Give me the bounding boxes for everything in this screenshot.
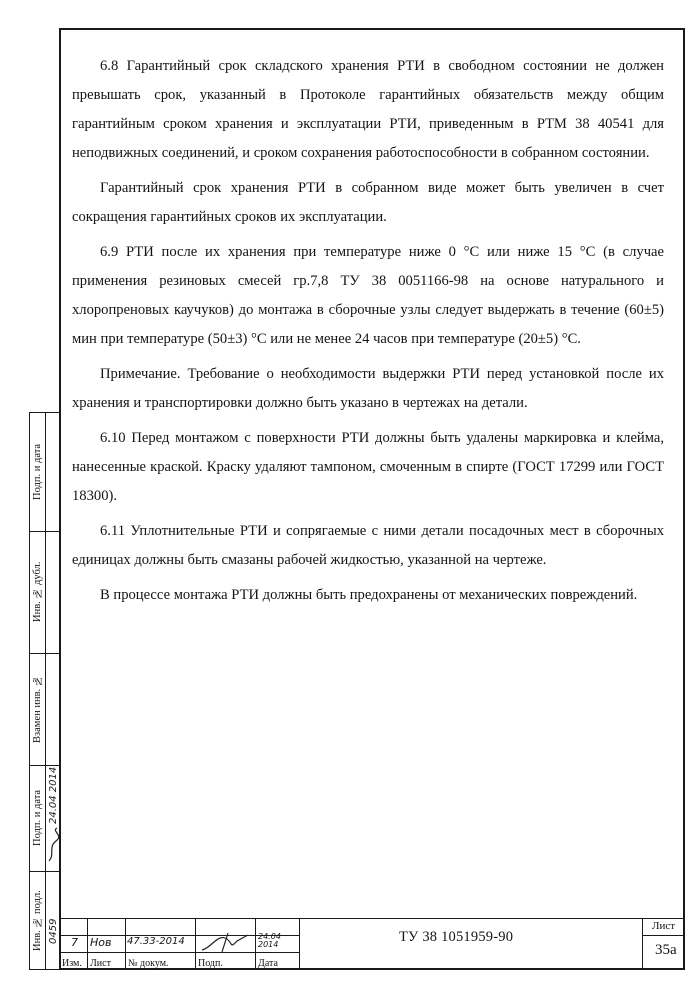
document-body [72,52,664,616]
side-label-replace-inv: Взамен инв. № [32,675,43,743]
entry-signature-icon [199,932,253,954]
entry-change: 7 [71,936,78,949]
paragraph-6-8: 6.8 Гарантийный срок складского хранения РТИ в свободном состоянии не должен превышать срок, указанный в Протоколе гарантийных обязательств между общим гарантийным сроком хранения и эксплуатации РТИ, приведенным в РТМ 38 40541 для неподвижных соединений, и сроком сохранения работоспособности в собранном состоянии. [72,58,664,161]
header-change: Изм. [62,958,82,969]
paragraph-mounting: В процессе монтажа РТИ должны быть предохранены от механических повреждений. [100,587,638,603]
side-label-dup-inv: Инв. № дубл. [32,561,43,623]
header-sheet: Лист [90,958,111,969]
paragraph-6-8-note: Гарантийный срок хранения РТИ в собранном виде может быть увеличен в счет сокращения гарантийных сроков их эксплуатации. [72,180,664,225]
side-label-orig-inv: Инв. № подл. [32,890,43,952]
document-code: ТУ 38 1051959-90 [399,929,514,945]
side-handwritten-date: 24.04 2014 [48,766,59,824]
header-date: Дата [258,958,278,969]
header-doc-no: № докум. [128,958,169,969]
side-strip [29,412,61,970]
sheet-label: Лист [652,920,676,932]
sheet-number: 35а [655,942,677,958]
paragraph-note: Примечание. Требование о необходимости выдержки РТИ перед установкой после их хранения и транспортировки должно быть указано в чертежах на детали. [72,366,664,411]
side-label-sign-date-2: Подп. и дата [32,789,43,847]
side-label-sign-date: Подп. и дата [32,443,43,501]
side-handwritten-inv: 0459 [48,918,59,944]
entry-doc-no: 47.33-2014 [127,936,185,947]
paragraph-6-9: 6.9 РТИ после их хранения при температуре ниже 0 °С или ниже 15 °С (в случае применения резиновых смесей гр.7,8 ТУ 38 0051166-98 на основе натурального и хлоропреновых каучуков) до монтажа в сборочные узлы следует выдержать в течение (60±5) мин при температуре (50±3) °С или не менее 24 часов при температуре (20±5) °С. [72,244,664,347]
entry-sheet: Нов [90,936,112,949]
side-signature-icon [46,825,60,865]
paragraph-6-10: 6.10 Перед монтажом с поверхности РТИ должны быть удалены маркировка и клейма, нанесенные краской. Краску удаляют тампоном, смоченным в спирте (ГОСТ 17299 или ГОСТ 18300). [72,430,664,504]
header-sign: Подп. [198,958,223,969]
paragraph-6-11: 6.11 Уплотнительные РТИ и сопрягаемые с ними детали посадочных мест в сборочных единицах должны быть смазаны рабочей жидкостью, указанной на чертеже. [72,523,664,568]
title-block [59,918,685,970]
entry-date: 24.04 2014 [258,932,281,949]
